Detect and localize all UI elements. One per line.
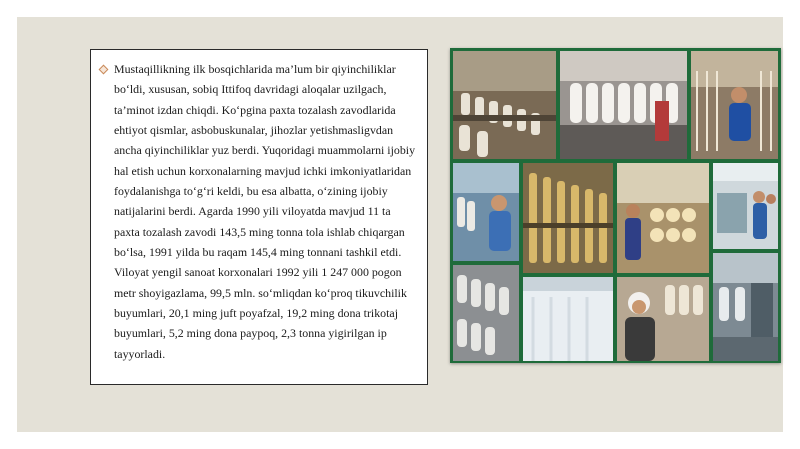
white-yarn-spools-photo [560,51,687,159]
worker-at-loom-photo [691,51,778,159]
textile-machinery-photo [713,253,778,361]
bullet-paragraph [99,59,417,364]
diamond-bullet-icon [99,65,108,74]
golden-yarn-machine-photo [617,163,709,273]
yarn-bobbin-rows-photo [453,265,519,361]
factory-workers-photo [713,163,778,249]
worker-with-thread-photo [453,163,519,261]
text-box [90,49,428,385]
white-fiber-photo [523,277,613,361]
spinning-mill-bobbins-photo [453,51,556,159]
body-text: Mustaqillikning ilk bosqichlarida ma’lum bir qiyinchiliklar bo‘ldi, xususan, sobiq Ittifoq davridagi aloqalar uzilgach, ta’minot izdan chiqdi. Ko‘pgina paxta tozalash zavodlarida ehtiyot qismlar, asbobuskunalar, jihozlar yetishmasligvdan ancha qiyinchiliklar yuz berdi. Yuqoridagi muammolarni ijobiy hal etish uchun korxonalarning mavjud ichki imkoniyatlaridan foydalanishga to‘g‘ri keldi, bu esa albatta, o‘zining ijobiy natijalarini berdi. Agarda 1990 yili viloyatda mavjud 11 ta paxta tozalash zavodi 143,5 ming tonna tola ishlab chiqargan bo‘lsa, 1991 yilda bu raqam 145,4 ming tonnani tashkil etdi. Viloyat yengil sanoat korxonalari 1992 yili 1 247 000 pogon metr shoyigazlama, 99,5 mln. so‘mliqdan ko‘proq tikuvchilik buyumlari, 20,1 ming juft poyafzal, 19,2 ming dona trikotaj buyumlari, 5,2 ming dona paypoq, 2,3 tonna yigirilgan ip tayyorladi. [114,62,416,361]
slide [17,17,783,432]
worker-in-headscarf-photo [617,277,709,361]
textile-photo-collage [450,48,781,363]
spinning-frames-photo [523,163,613,273]
